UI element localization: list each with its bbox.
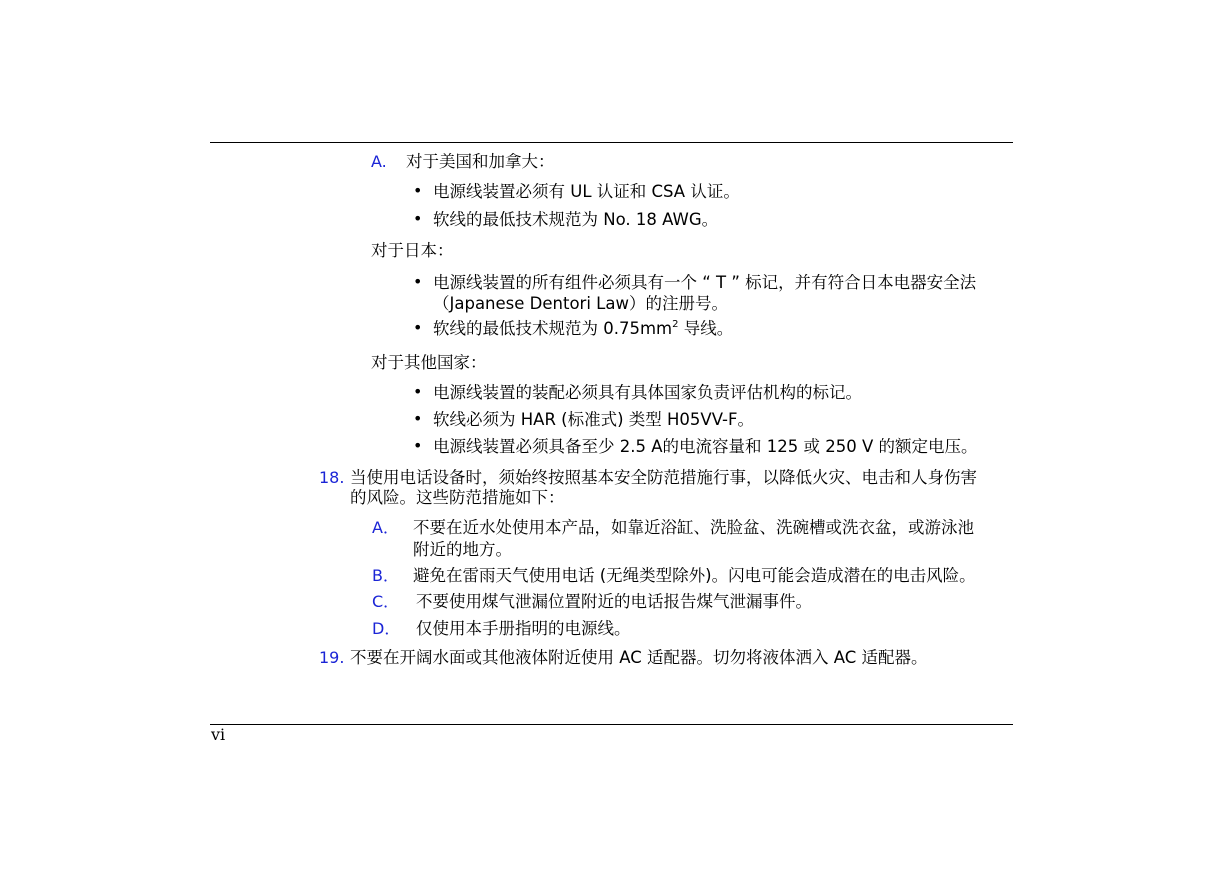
item-18-number: 18. (319, 468, 345, 487)
section-a-heading: 对于美国和加拿大： (406, 152, 555, 171)
section-a-label: A. (371, 152, 387, 171)
item-18-a-line-2: 附近的地方。 (413, 540, 512, 559)
other-bullet-1: 电源线装置的装配必须具有具体国家负责评估机构的标记。 (433, 383, 862, 402)
item-18-b-line-1: 避免在雷雨天气使用电话 (无绳类型除外)。闪电可能会造成潜在的电击风险。 (413, 566, 976, 585)
footer-rule (210, 724, 1013, 725)
bullet-icon: • (413, 318, 423, 337)
superscript-2: 2 (672, 319, 679, 330)
item-18-d-label: D． (372, 619, 401, 638)
bullet-icon: • (413, 409, 423, 428)
bullet-icon: • (413, 181, 423, 200)
item-19-number: 19. (319, 648, 345, 667)
item-19-line-1: 不要在开阔水面或其他液体附近使用 AC 适配器。切勿将液体洒入 AC 适配器。 (350, 648, 928, 667)
item-18-c-label: C． (372, 592, 400, 611)
bullet-icon: • (413, 272, 423, 291)
item-18-d-line-1: 仅使用本手册指明的电源线。 (416, 619, 631, 638)
japan-bullet-1-line-2: （Japanese Dentori Law）的注册号。 (433, 294, 728, 313)
bullet-icon: • (413, 209, 423, 228)
japan-heading: 对于日本： (371, 241, 454, 260)
other-bullet-3: 电源线装置必须具备至少 2.5 A的电流容量和 125 或 250 V 的额定电压。 (433, 437, 978, 456)
japan-bullet-2-text: 软线的最低技术规范为 0.75mm (433, 319, 673, 338)
item-18-b-label: B． (372, 566, 399, 585)
other-bullet-2: 软线必须为 HAR (标准式) 类型 H05VV-F。 (433, 410, 754, 429)
section-a-bullet-2: 软线的最低技术规范为 No. 18 AWG。 (433, 210, 719, 229)
section-a-bullet-1: 电源线装置必须有 UL 认证和 CSA 认证。 (433, 182, 740, 201)
item-18-c-line-1: 不要使用煤气泄漏位置附近的电话报告煤气泄漏事件。 (416, 592, 812, 611)
item-18-line-2: 的风险。这些防范措施如下： (350, 488, 565, 507)
header-rule (210, 142, 1013, 143)
item-18-line-1: 当使用电话设备时，须始终按照基本安全防范措施行事，以降低火灾、电击和人身伤害 (350, 468, 977, 487)
japan-bullet-2 (433, 319, 733, 339)
bullet-icon: • (413, 382, 423, 401)
other-countries-heading: 对于其他国家： (371, 353, 487, 372)
item-18-a-line-1: 不要在近水处使用本产品，如靠近浴缸、洗脸盆、洗碗槽或洗衣盆，或游泳池 (413, 518, 974, 537)
item-18-a-label: A． (372, 518, 399, 537)
page-number: vi (211, 725, 226, 744)
japan-bullet-1-line-1: 电源线装置的所有组件必须具有一个 “ T ” 标记，并有符合日本电器安全法 (433, 273, 977, 292)
bullet-icon: • (413, 436, 423, 455)
japan-bullet-2-suffix: 导线。 (678, 319, 734, 338)
